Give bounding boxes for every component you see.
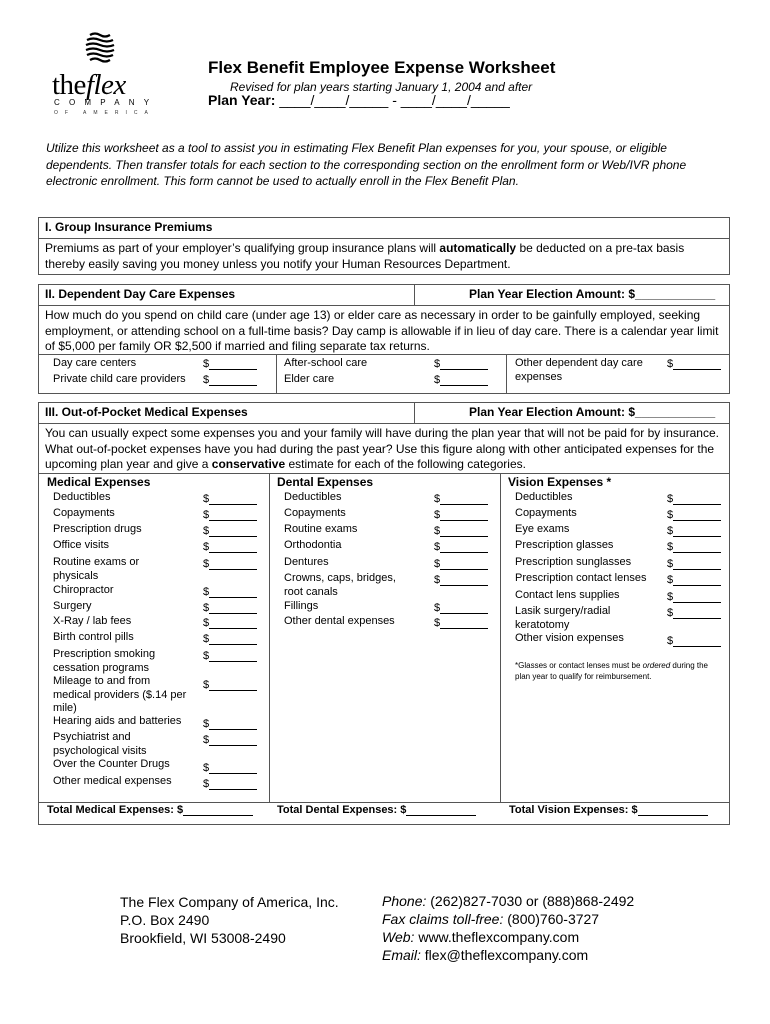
item-label: Deductibles: [515, 491, 573, 503]
section-text: You can usually expect some expenses you and your family will have during the plan year that will not be paid for by insurance. What out-of-pocket expenses have you had during the past year? Use this figure along with other anticipated expenses for the upcoming plan year and give a conservative estimate for each of the following categories.: [45, 426, 719, 471]
amount-field[interactable]: $: [203, 633, 257, 645]
item-label: root canals: [284, 586, 338, 598]
section-heading: I. Group Insurance Premiums: [39, 218, 729, 239]
election-amount-field[interactable]: Plan Year Election Amount: $____________: [469, 405, 716, 419]
item-label: Lasik surgery/radial: [515, 605, 611, 617]
web-link[interactable]: www.theflexcompany.com: [414, 929, 580, 945]
item-label: Surgery: [53, 600, 92, 612]
amount-field[interactable]: $: [203, 586, 257, 598]
section-heading: II. Dependent Day Care Expenses Plan Year Election Amount: $____________: [39, 285, 729, 306]
amount-field[interactable]: $: [667, 358, 721, 370]
amount-field[interactable]: $: [203, 374, 257, 386]
item-label: Crowns, caps, bridges,: [284, 572, 396, 584]
item-label: Prescription drugs: [53, 523, 142, 535]
item-label: Office visits: [53, 539, 110, 551]
item-label: Routine exams: [284, 523, 358, 535]
item-label: Private child care providers: [53, 373, 186, 385]
amount-field[interactable]: $: [434, 374, 488, 386]
revised-note: Revised for plan years starting January 1, 2004 and after: [230, 80, 533, 94]
item-label: Hearing aids and batteries: [53, 715, 182, 727]
phone-line: Phone: (262)827-7030 or (888)868-2492: [382, 893, 635, 909]
item-label: medical providers ($.14 per: [53, 689, 187, 701]
item-label: Deductibles: [284, 491, 342, 503]
item-label: Elder care: [284, 373, 335, 385]
amount-field[interactable]: $: [434, 541, 488, 553]
section-group-insurance: [38, 217, 730, 275]
item-label: Mileage to and from: [53, 675, 151, 687]
company-address: [120, 893, 339, 947]
item-label: Other vision expenses: [515, 632, 624, 644]
item-label: Copayments: [515, 507, 577, 519]
amount-field[interactable]: $: [203, 617, 257, 629]
contact-info: [382, 892, 634, 964]
amount-field[interactable]: $: [203, 493, 257, 505]
item-label: mile): [53, 702, 77, 714]
item-label: Orthodontia: [284, 539, 342, 551]
po-box: P.O. Box 2490: [120, 912, 210, 928]
amount-field[interactable]: $: [667, 525, 721, 537]
intro-text: Utilize this worksheet as a tool to assist you in estimating Flex Benefit Plan expenses for you, your spouse, or eligible dependents. Then transfer totals for each section to the corresponding section on the enrollment form or Web/IVR phone electronic enrollment. This form cannot be used to actually enroll in the Flex Benefit Plan.: [46, 141, 687, 188]
logo-company: COMPANY: [54, 98, 159, 107]
amount-field[interactable]: $: [434, 602, 488, 614]
plan-year: [208, 92, 510, 108]
section-text: How much do you spend on child care (under age 13) or elder care as necessary in order to be gainfully employed, seeking employment, or attending school on a full-time basis? Day camp is allowable if in lieu of day care. There is a calendar year limit of $5,000 per family OR $2,500 if married and filing separate tax returns.: [45, 308, 719, 353]
item-label: Contact lens supplies: [515, 589, 620, 601]
amount-field[interactable]: $: [667, 591, 721, 603]
amount-field[interactable]: $: [203, 718, 257, 730]
amount-field[interactable]: $: [203, 778, 257, 790]
amount-field[interactable]: $: [667, 493, 721, 505]
item-label: Copayments: [53, 507, 115, 519]
item-label: Prescription sunglasses: [515, 556, 632, 568]
item-label: After-school care: [284, 357, 368, 369]
item-label: Over the Counter Drugs: [53, 758, 170, 770]
election-amount-field[interactable]: Plan Year Election Amount: $____________: [469, 287, 716, 301]
amount-field[interactable]: $: [434, 617, 488, 629]
amount-field[interactable]: $: [667, 509, 721, 521]
item-label: Copayments: [284, 507, 346, 519]
item-label: Routine exams or: [53, 556, 140, 568]
medical-column-heading: Medical Expenses: [47, 475, 151, 489]
email-line: Email: flex@theflexcompany.com: [382, 947, 589, 963]
company-name: The Flex Company of America, Inc.: [120, 894, 339, 910]
item-label: Fillings: [284, 600, 319, 612]
vision-footnote: *Glasses or contact lenses must be ordered during the plan year to qualify for reimbursement.: [515, 661, 709, 681]
item-label: Other medical expenses: [53, 775, 172, 787]
item-label: Prescription glasses: [515, 539, 614, 551]
amount-field[interactable]: $: [203, 358, 257, 370]
amount-field[interactable]: $: [667, 541, 721, 553]
logo-wordmark: theflex: [52, 69, 126, 101]
dental-column-heading: Dental Expenses: [277, 475, 374, 489]
amount-field[interactable]: $: [203, 762, 257, 774]
item-label: expenses: [515, 371, 563, 383]
amount-field[interactable]: $: [203, 602, 257, 614]
logo-of-america: OF AMERICA: [54, 110, 155, 116]
total-medical-field[interactable]: Total Medical Expenses: $: [47, 804, 253, 816]
amount-field[interactable]: $: [203, 509, 257, 521]
amount-field[interactable]: $: [203, 679, 257, 691]
item-label: Eye exams: [515, 523, 570, 535]
wave-icon: [82, 30, 118, 70]
item-label: Deductibles: [53, 491, 111, 503]
item-label: Birth control pills: [53, 631, 134, 643]
item-label: X-Ray / lab fees: [53, 615, 132, 627]
amount-field[interactable]: $: [203, 525, 257, 537]
fax-line: Fax claims toll-free: (800)760-3727: [382, 911, 600, 927]
amount-field[interactable]: $: [667, 558, 721, 570]
total-vision-field[interactable]: Total Vision Expenses: $: [509, 804, 708, 816]
amount-field[interactable]: $: [434, 558, 488, 570]
amount-field[interactable]: $: [203, 541, 257, 553]
amount-field[interactable]: $: [667, 607, 721, 619]
item-label: psychological visits: [53, 745, 147, 757]
section-heading: III. Out-of-Pocket Medical Expenses Plan Year Election Amount: $____________: [39, 403, 729, 424]
section-medical-expenses: [38, 402, 730, 825]
item-label: cessation programs: [53, 662, 149, 674]
section-dependent-care: [38, 284, 730, 394]
amount-field[interactable]: $: [434, 358, 488, 370]
item-label: physicals: [53, 570, 99, 582]
item-label: Prescription smoking: [53, 648, 156, 660]
item-label: Prescription contact lenses: [515, 572, 647, 584]
amount-field[interactable]: $: [203, 558, 257, 570]
amount-field[interactable]: $: [434, 493, 488, 505]
item-label: keratotomy: [515, 619, 570, 631]
vision-column-heading: Vision Expenses *: [508, 475, 612, 489]
total-dental-field[interactable]: Total Dental Expenses: $: [277, 804, 476, 816]
city-line: Brookfield, WI 53008-2490: [120, 930, 286, 946]
page-title: Flex Benefit Employee Expense Worksheet: [208, 58, 556, 77]
item-label: Day care centers: [53, 357, 137, 369]
item-label: Other dental expenses: [284, 615, 395, 627]
amount-field[interactable]: $: [203, 734, 257, 746]
section-text: Premiums as part of your employer’s qualifying group insurance plans will automatically be deducted on a pre-tax basis thereby easily saving you money unless you notify your Human Resources Department.: [45, 241, 685, 271]
plan-year-label: Plan Year:: [208, 92, 276, 108]
company-logo: [48, 30, 158, 118]
amount-field[interactable]: $: [434, 509, 488, 521]
amount-field[interactable]: $: [434, 574, 488, 586]
item-label: Psychiatrist and: [53, 731, 131, 743]
amount-field[interactable]: $: [667, 574, 721, 586]
amount-field[interactable]: $: [434, 525, 488, 537]
amount-field[interactable]: $: [667, 635, 721, 647]
email-link[interactable]: flex@theflexcompany.com: [420, 947, 589, 963]
item-label: Chiropractor: [53, 584, 114, 596]
plan-year-field[interactable]: ____/____/_____ - ____/____/_____: [279, 92, 510, 108]
web-line: Web: www.theflexcompany.com: [382, 929, 580, 945]
item-label: Dentures: [284, 556, 329, 568]
amount-field[interactable]: $: [203, 650, 257, 662]
item-label: Other dependent day care: [515, 357, 643, 369]
